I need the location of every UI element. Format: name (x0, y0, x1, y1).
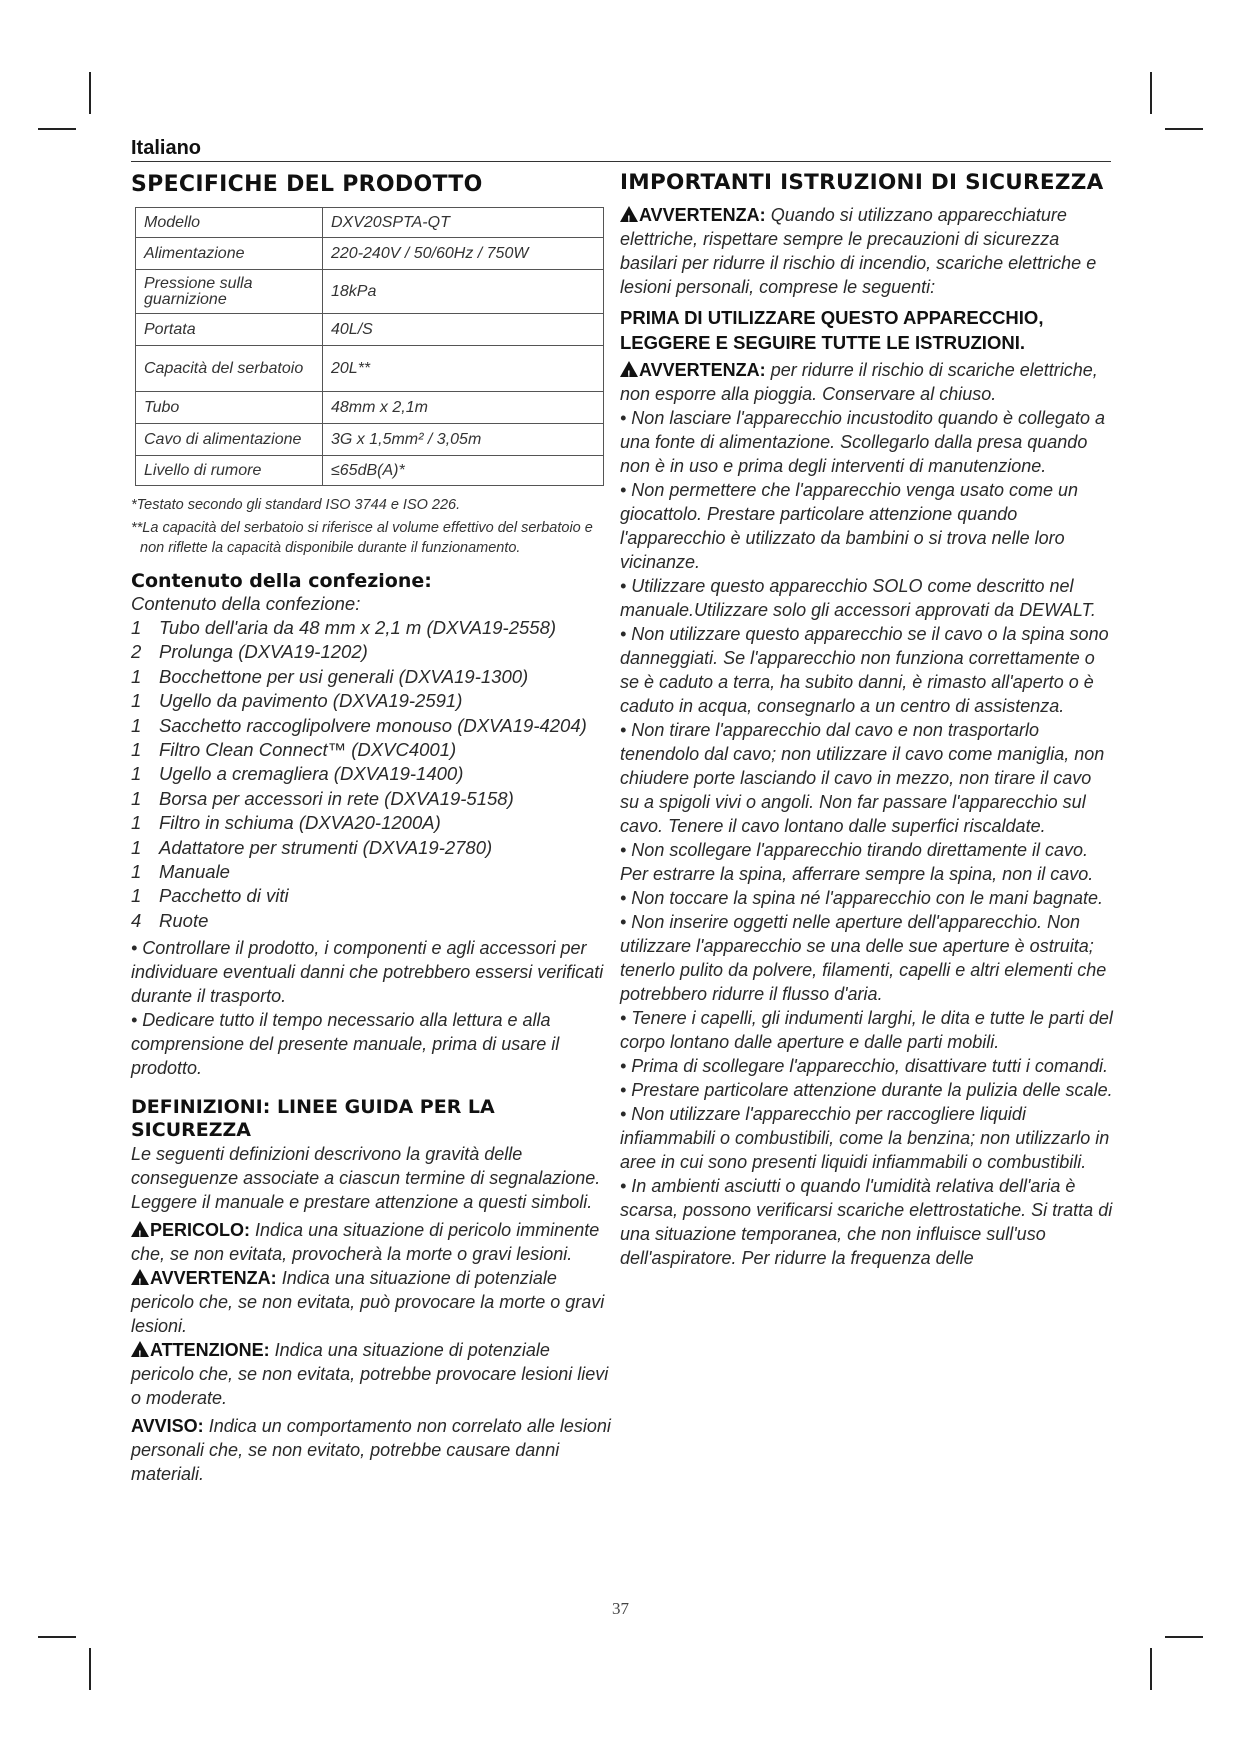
list-item (131, 884, 611, 908)
item-qty: 1 (131, 763, 142, 785)
def-label: ATTENZIONE: (150, 1340, 270, 1361)
table-row (136, 392, 604, 424)
list-item (131, 714, 611, 738)
item-text: Ugello a cremagliera (DXVA19-1400) (159, 763, 464, 785)
item-text: Ruote (159, 909, 209, 931)
spec-value: 40L/S (323, 314, 604, 346)
warning-text: per ridurre il rischio di scariche elettriche, non esporre alla pioggia. Conservare al chiuso. (620, 360, 1098, 404)
safety-title: IMPORTANTI ISTRUZIONI DI SICUREZZA (620, 170, 1104, 195)
safety-warning-1 (620, 203, 1115, 299)
spec-label: Cavo di alimentazione (136, 424, 323, 456)
list-item (131, 665, 611, 689)
list-item: Per estrarre la spina, afferrare sempre la spina, non il cavo. (620, 864, 1094, 884)
item-text: Borsa per accessori in rete (DXVA19-5158) (159, 787, 514, 809)
warning-icon (620, 361, 638, 377)
item-qty: 1 (131, 617, 142, 638)
table-row (136, 346, 604, 392)
crop-mark (38, 128, 76, 130)
spec-label: Alimentazione (136, 238, 323, 270)
contents-title: Contenuto della confezione: (131, 570, 432, 592)
list-item (131, 689, 611, 713)
list-item (131, 909, 611, 933)
item-qty: 1 (131, 787, 142, 809)
def-avviso (131, 1414, 611, 1486)
spec-value: 18kPa (323, 270, 604, 314)
item-text: Adattatore per strumenti (DXVA19-2780) (159, 836, 493, 858)
list-item: • Utilizzare questo apparecchio SOLO come descritto nel manuale.Utilizzare solo gli accessori approvati da DEWALT. (620, 576, 1096, 620)
table-row (136, 238, 604, 270)
left-column (131, 172, 611, 1486)
right-column (620, 170, 1115, 1270)
list-item: • Non tirare l'apparecchio dal cavo e non trasportarlo tenendolo dal cavo; non utilizzare il cavo come maniglia, non chiudere porte lasciando il cavo in mezzo, non tirare il cavo su a spigoli vivi o angoli. Non far passare l'apparecchio sul cavo. Tenere il cavo lontano dalle superfici riscaldate. (620, 720, 1105, 836)
header-rule (131, 161, 1111, 162)
list-item: • Prima di scollegare l'apparecchio, disattivare tutti i comandi. (620, 1056, 1108, 1076)
warning-icon (131, 1269, 149, 1285)
page-number: 37 (612, 1599, 629, 1618)
definitions-intro: Le seguenti definizioni descrivono la gravità delle conseguenze associate a ciascun termine di segnalazione. Leggere il manuale e prestare attenzione a questi simboli. (131, 1144, 601, 1213)
contents-note-1: • Controllare il prodotto, i componenti e agli accessori per individuare eventuali danni che potrebbero essersi verificati durante il trasporto. (131, 938, 604, 1007)
list-item: • Prestare particolare attenzione durante la pulizia delle scale. (620, 1080, 1113, 1100)
def-label: PERICOLO: (150, 1220, 251, 1241)
warning-text: Quando si utilizzano apparecchiature elettriche, rispettare sempre le precauzioni di sicurezza basilari per ridurre il rischio di incendio, scariche elettriche e lesioni personali, comprese le seguenti: (620, 205, 1097, 297)
spec-value: 220-240V / 50/60Hz / 750W (323, 238, 604, 270)
safety-warning-2 (620, 358, 1115, 406)
list-item: • Non toccare la spina né l'apparecchio con le mani bagnate. (620, 888, 1104, 908)
list-item: • Non inserire oggetti nelle aperture dell'apparecchio. Non utilizzare l'apparecchio se una delle sue aperture è ostruita; tenerlo pulito da polvere, filamenti, capelli e altri elementi che potrebbero ridurre il flusso d'aria. (620, 912, 1107, 1004)
list-item: • Tenere i capelli, gli indumenti larghi, le dita e tutte le parti del corpo lontano dalle aperture e dalle parti mobili. (620, 1008, 1113, 1052)
table-row (136, 208, 604, 238)
item-text: Sacchetto raccoglipolvere monouso (DXVA19-4204) (159, 714, 587, 736)
list-item (131, 811, 611, 835)
spec-value: 20L** (323, 346, 604, 392)
warning-icon (131, 1341, 149, 1357)
item-text: Tubo dell'aria da 48 mm x 2,1 m (DXVA19-2558) (159, 617, 557, 638)
table-row (136, 456, 604, 486)
spec-footnote-1: *Testato secondo gli standard ISO 3744 e ISO 226. (131, 497, 461, 513)
spec-label: Pressione sulla guarnizione (136, 270, 323, 314)
list-item (131, 616, 611, 640)
spec-label: Portata (136, 314, 323, 346)
spec-label: Modello (136, 208, 323, 238)
crop-mark (1150, 1648, 1152, 1690)
language-header: Italiano (131, 137, 202, 159)
item-text: Ugello da pavimento (DXVA19-2591) (159, 690, 463, 712)
table-row (136, 270, 604, 314)
def-label: AVVERTENZA: (150, 1268, 277, 1289)
item-qty: 1 (131, 885, 142, 907)
list-item: • Non utilizzare l'apparecchio per raccogliere liquidi infiammabili o combustibili, come la benzina; non utilizzarlo in aree in cui sono presenti liquidi infiammabili o combustibili. (620, 1104, 1110, 1172)
item-qty: 1 (131, 861, 142, 883)
item-qty: 1 (131, 714, 142, 736)
table-row (136, 314, 604, 346)
list-item (131, 640, 611, 664)
list-item: • In ambienti asciutti o quando l'umidità relativa dell'aria è scarsa, possono verificarsi scariche elettrostatiche. Si tratta di una situazione temporanea, che non influisce sull'uso dell'aspiratore. Per ridurre la frequenza delle (620, 1176, 1113, 1268)
def-label: AVVISO: (131, 1416, 204, 1437)
item-text: Filtro in schiuma (DXVA20-1200A) (159, 812, 441, 834)
spec-value: ≤65dB(A)* (323, 456, 604, 486)
crop-mark (89, 72, 91, 114)
safety-caps-heading: PRIMA DI UTILIZZARE QUESTO APPARECCHIO, LEGGERE E SEGUIRE TUTTE LE ISTRUZIONI. (620, 307, 1044, 353)
spec-value: 48mm x 2,1m (323, 392, 604, 424)
item-text: Bocchettone per usi generali (DXVA19-1300) (159, 665, 529, 687)
list-item (131, 762, 611, 786)
spec-value: DXV20SPTA-QT (323, 208, 604, 238)
spec-table (135, 207, 604, 486)
contents-note-2: • Dedicare tutto il tempo necessario alla lettura e alla comprensione del presente manuale, prima di usare il prodotto. (131, 1010, 560, 1079)
spec-label: Capacità del serbatoio (136, 346, 323, 392)
spec-title: SPECIFICHE DEL PRODOTTO (131, 172, 483, 197)
item-qty: 2 (131, 641, 142, 663)
crop-mark (1165, 1636, 1203, 1638)
spec-label: Tubo (136, 392, 323, 424)
item-qty: 1 (131, 739, 142, 761)
spec-footnote-2: **La capacità del serbatoio si riferisce al volume effettivo del serbatoio e non riflette la capacità disponibile durante il funzionamento. (131, 520, 593, 556)
def-pericolo (131, 1218, 611, 1266)
item-text: Pacchetto di viti (159, 885, 289, 907)
def-text: Indica una situazione di potenziale pericolo che, se non evitata, può provocare la morte o gravi lesioni. (131, 1268, 605, 1337)
warning-icon (620, 206, 638, 222)
spec-label: Livello di rumore (136, 456, 323, 486)
definitions-title: DEFINIZIONI: LINEE GUIDA PER LA SICUREZZA (131, 1096, 495, 1142)
crop-mark (38, 1636, 76, 1638)
def-avvertenza (131, 1266, 611, 1338)
item-text: Prolunga (DXVA19-1202) (159, 641, 368, 663)
def-attenzione (131, 1338, 611, 1410)
list-item: • Non scollegare l'apparecchio tirando direttamente il cavo. (620, 840, 1088, 860)
warning-label: AVVERTENZA: (639, 205, 766, 225)
crop-mark (89, 1648, 91, 1690)
contents-intro: Contenuto della confezione: (131, 593, 361, 614)
item-text: Filtro Clean Connect™ (DXVC4001) (159, 739, 457, 761)
item-qty: 1 (131, 836, 142, 858)
list-item (131, 738, 611, 762)
list-item (131, 787, 611, 811)
def-text: Indica un comportamento non correlato alle lesioni personali che, se non evitato, potrebbe causare danni materiali. (131, 1416, 611, 1485)
list-item: • Non permettere che l'apparecchio venga usato come un giocattolo. Prestare particolare attenzione quando l'apparecchio è utilizzato da bambini o si trova nelle loro vicinanze. (620, 480, 1079, 572)
item-qty: 1 (131, 812, 142, 834)
list-item: • Non lasciare l'apparecchio incustodito quando è collegato a una fonte di alimentazione. Scollegarlo dalla presa quando non è in uso e prima degli interventi di manutenzione. (620, 408, 1106, 476)
list-item (131, 860, 611, 884)
list-item (131, 836, 611, 860)
safety-list (620, 406, 1115, 1270)
contents-list (131, 616, 611, 933)
item-text: Manuale (159, 861, 230, 883)
crop-mark (1150, 72, 1152, 114)
list-item: • Non utilizzare questo apparecchio se il cavo o la spina sono danneggiati. Se l'apparecchio non funziona correttamente o se è caduto a terra, ha subito danni, è rimasto all'aperto o è caduto in acqua, consegnarlo a un centro di assistenza. (620, 624, 1109, 716)
crop-mark (1165, 128, 1203, 130)
item-qty: 1 (131, 690, 142, 712)
spec-value: 3G x 1,5mm² / 3,05m (323, 424, 604, 456)
warning-icon (131, 1221, 149, 1237)
def-text: Indica una situazione di potenziale pericolo che, se non evitata, potrebbe provocare lesioni lievi o moderate. (131, 1340, 609, 1409)
table-row (136, 424, 604, 456)
warning-label: AVVERTENZA: (639, 360, 766, 380)
item-qty: 1 (131, 665, 142, 687)
def-text: Indica una situazione di pericolo imminente che, se non evitata, provocherà la morte o gravi lesioni. (131, 1220, 600, 1265)
item-qty: 4 (131, 909, 142, 931)
